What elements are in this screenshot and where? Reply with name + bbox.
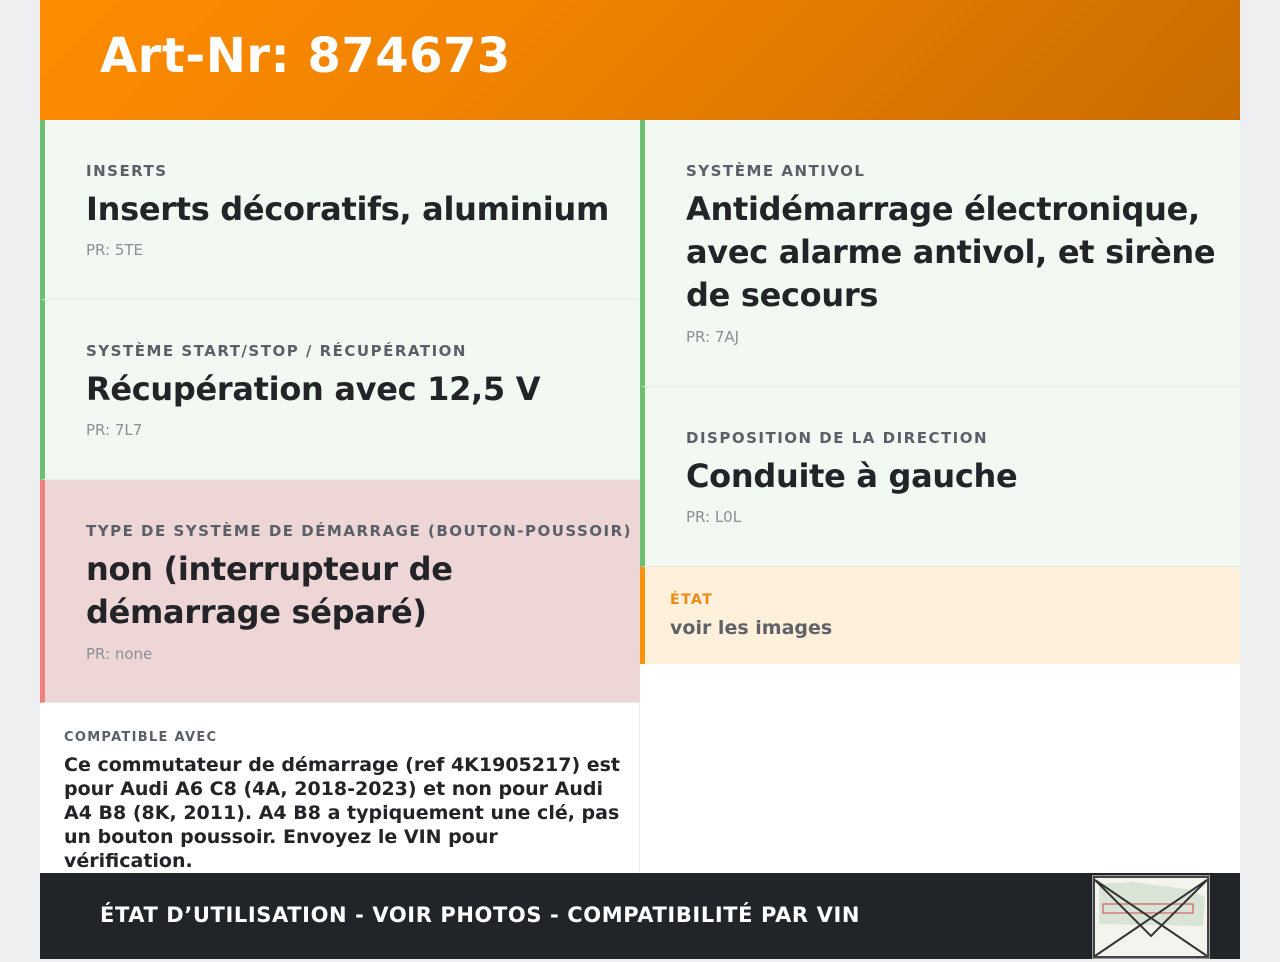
document-photo-icon[interactable] — [1092, 875, 1210, 959]
card-label: DISPOSITION DE LA DIRECTION — [686, 429, 989, 447]
card-value: Récupération avec 12,5 V — [86, 370, 541, 408]
card-label: SYSTÈME START/STOP / RÉCUPÉRATION — [86, 342, 467, 360]
card-inserts — [40, 120, 640, 300]
etat-value: voir les images — [670, 617, 833, 639]
card-pr-code: PR: 7AJ — [686, 328, 740, 346]
compatible-label: COMPATIBLE AVEC — [64, 730, 218, 745]
card-value: Inserts décoratifs, aluminium — [86, 190, 610, 228]
card-antivol — [640, 120, 1240, 387]
card-start-stop — [40, 300, 640, 480]
compatible-text: Ce commutateur de démarrage (ref 4K1905217) est pour Audi A6 C8 (4A, 2018-2023) et non pour Audi A4 B8 (8K, 2011). A4 B8 a typiquement une clé, pas un bouton poussoir. Envoyez le VIN pour vérification. — [64, 754, 621, 872]
card-label: INSERTS — [86, 162, 168, 180]
article-number-title: Art-Nr: 874673 — [100, 28, 511, 84]
footer-bar — [40, 873, 1240, 959]
card-label: SYSTÈME ANTIVOL — [686, 162, 866, 180]
document-photo-icon-graphic — [1093, 876, 1209, 958]
card-pr-code: PR: L0L — [686, 508, 742, 526]
spec-sheet — [40, 0, 1240, 959]
etat-box — [640, 567, 1240, 664]
card-pr-code: PR: none — [86, 645, 153, 663]
etat-label: ÉTAT — [670, 592, 714, 608]
header-banner — [40, 0, 1240, 120]
card-value: Antidémarrage électronique, avec alarme antivol, et sirène de secours — [686, 190, 1216, 314]
card-demarrage — [40, 480, 640, 703]
card-value: non (interrupteur de démarrage séparé) — [86, 550, 453, 631]
card-label: TYPE DE SYSTÈME DE DÉMARRAGE (BOUTON-POUSSOIR) — [86, 522, 633, 540]
card-pr-code: PR: 5TE — [86, 241, 144, 259]
card-direction — [640, 387, 1240, 567]
card-pr-code: PR: 7L7 — [86, 421, 143, 439]
compatible-section — [40, 703, 640, 873]
footer-text: ÉTAT D’UTILISATION - VOIR PHOTOS - COMPATIBILITÉ PAR VIN — [100, 903, 861, 927]
card-value: Conduite à gauche — [686, 457, 1018, 495]
